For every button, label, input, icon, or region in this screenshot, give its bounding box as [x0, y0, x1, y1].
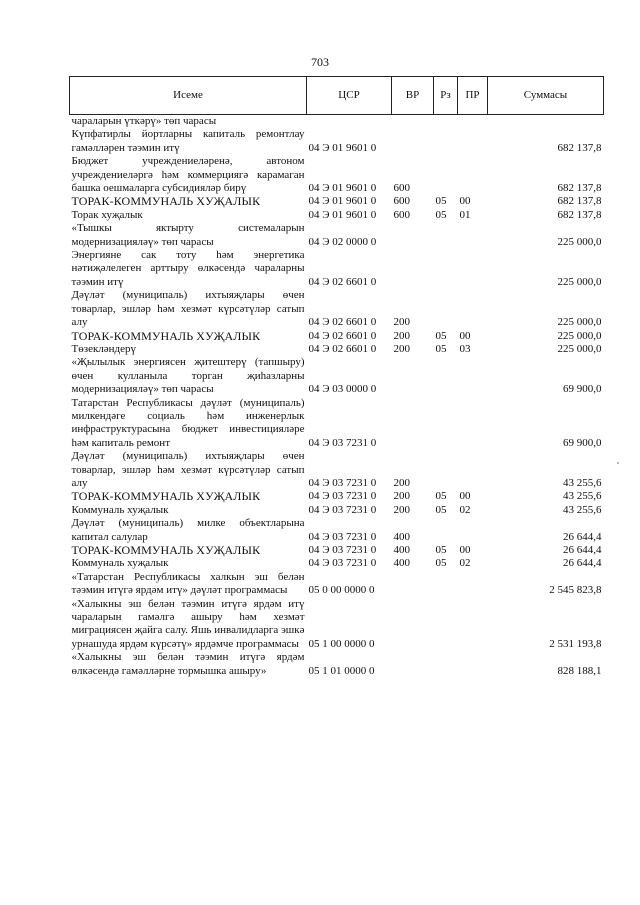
cell-rz: 05 — [435, 557, 447, 570]
cell-pr — [458, 517, 488, 544]
cell-pr: 00 — [459, 195, 471, 208]
table-row — [70, 651, 604, 678]
table-row — [70, 289, 604, 329]
cell-vr: 200 — [393, 490, 410, 503]
cell-sum: 26 644,4 — [563, 544, 602, 556]
cell-pr — [458, 571, 488, 598]
cell-rz: 05 — [435, 490, 447, 503]
cell-rz — [434, 249, 458, 289]
cell-csr: 04 Э 03 7231 0 — [308, 436, 377, 449]
cell-rz — [434, 517, 458, 544]
cell-name: «Җылылык энергиясен җитештерү (тапшыру) өчен кулланыла торган җиһазларны модернизацияләү» төп чарасы — [71, 356, 305, 396]
cell-sum: 225 000,0 — [557, 275, 602, 288]
cell-csr: 04 Э 01 9601 0 — [308, 182, 377, 195]
cell-sum: 43 255,6 — [563, 503, 602, 516]
cell-rz: 05 — [435, 208, 447, 221]
cell-vr: 400 — [393, 530, 410, 543]
table-row — [70, 222, 604, 249]
cell-name: «Халыкны эш белән тәэмин итүгә ярдәм өлкәсендә гамәлләрне тормышка ашыру» — [71, 651, 305, 677]
table-row — [70, 557, 604, 570]
cell-sum: 225 000,0 — [557, 316, 602, 329]
cell-pr — [458, 598, 488, 652]
cell-sum: 2 531 193,8 — [549, 637, 602, 650]
table-row — [70, 343, 604, 356]
cell-name: Коммуналь хуҗалык — [71, 557, 169, 570]
cell-sum: 682 137,8 — [557, 208, 602, 221]
cell-csr: 04 Э 03 0000 0 — [308, 383, 377, 396]
cell-vr — [392, 128, 434, 155]
cell-csr: 04 Э 03 7231 0 — [308, 476, 377, 489]
cell-name: Төзекләндерү — [71, 342, 137, 355]
cell-pr: 00 — [459, 329, 471, 342]
table-row — [70, 517, 604, 544]
table-row — [70, 115, 604, 129]
cell-csr: 04 Э 03 7231 0 — [308, 503, 377, 516]
cell-rz — [434, 128, 458, 155]
column-header-csr: ЦСР — [307, 77, 392, 115]
table-row — [70, 195, 604, 208]
cell-csr: 05 0 00 0000 0 — [308, 584, 375, 597]
cell-name: Торак хуҗалык — [71, 208, 143, 221]
cell-name: ТОРАК-КОММУНАЛЬ ХУҖАЛЫК — [71, 328, 261, 343]
cell-rz — [434, 115, 458, 129]
cell-pr — [458, 450, 488, 490]
cell-pr — [458, 115, 488, 129]
column-header-sum: Суммасы — [488, 77, 604, 115]
cell-rz: 05 — [435, 195, 447, 208]
cell-csr: 04 Э 02 6601 0 — [308, 342, 377, 355]
cell-sum: 2 545 823,8 — [549, 584, 602, 597]
cell-pr: 00 — [459, 490, 471, 503]
cell-sum: 225 000,0 — [557, 235, 602, 248]
cell-sum: 682 137,8 — [557, 195, 602, 208]
cell-pr: 02 — [459, 557, 471, 570]
table-row — [70, 397, 604, 451]
cell-vr — [392, 651, 434, 678]
cell-csr: 04 Э 03 7231 0 — [308, 490, 377, 503]
cell-pr: 03 — [459, 342, 471, 355]
table-row — [70, 504, 604, 517]
table-row — [70, 128, 604, 155]
table-row — [70, 490, 604, 503]
scan-speck — [617, 462, 619, 464]
table-body — [70, 115, 604, 679]
cell-sum: 225 000,0 — [557, 329, 602, 342]
cell-vr — [392, 249, 434, 289]
cell-csr: 04 Э 02 6601 0 — [308, 275, 377, 288]
table-header-row — [70, 77, 604, 115]
cell-vr — [392, 598, 434, 652]
cell-vr: 400 — [393, 557, 410, 570]
cell-rz — [434, 155, 458, 195]
cell-sum: 43 255,6 — [563, 476, 602, 489]
cell-vr — [392, 571, 434, 598]
cell-rz — [434, 222, 458, 249]
cell-csr: 04 Э 02 6601 0 — [308, 329, 377, 342]
cell-rz — [434, 450, 458, 490]
cell-pr: 01 — [459, 208, 471, 221]
cell-rz — [434, 397, 458, 451]
cell-name: ТОРАК-КОММУНАЛЬ ХУҖАЛЫК — [71, 489, 261, 504]
cell-sum: 828 188,1 — [557, 664, 602, 677]
cell-sum: 225 000,0 — [557, 342, 602, 355]
cell-sum: 26 644,4 — [563, 530, 602, 543]
cell-pr: 02 — [459, 503, 471, 516]
column-header-pr: ПР — [458, 77, 488, 115]
cell-name: Татарстан Республикасы дәүләт (муниципаль) милкендәге социаль һәм инженерлык инфраструктурасына бюджет инвестицияләре һәм капиталь ремонт — [71, 396, 305, 449]
cell-csr: 04 Э 01 9601 0 — [308, 141, 377, 154]
cell-rz: 05 — [435, 342, 447, 355]
cell-sum: 69 900,0 — [563, 436, 602, 449]
cell-vr: 200 — [393, 316, 410, 329]
cell-name: Күпфатирлы йортларны капиталь ремонтлау гамәлләрен тәэмин итү — [71, 128, 305, 154]
cell-vr — [392, 356, 434, 396]
column-header-rz: Рз — [434, 77, 458, 115]
cell-csr: 04 Э 03 7231 0 — [308, 557, 377, 570]
column-header-vr: ВР — [392, 77, 434, 115]
cell-sum: 69 900,0 — [563, 383, 602, 396]
cell-name: «Тышкы яктырту системаларын модернизацияләү» төп чарасы — [71, 222, 305, 248]
table-row — [70, 249, 604, 289]
cell-pr — [458, 249, 488, 289]
cell-name: чараларын үткәрү» төп чарасы — [71, 115, 217, 127]
page-number: 703 — [311, 55, 329, 69]
cell-pr — [458, 356, 488, 396]
cell-csr — [307, 115, 392, 129]
cell-name: Дәүләт (муниципаль) ихтыяҗлары өчен товарлар, эшләр һәм хезмәт күрсәтүләр сатып алу — [71, 450, 305, 489]
cell-name: Дәүләт (муниципаль) ихтыяҗлары өчен товарлар, эшләр һәм хезмәт күрсәтүләр сатып алу — [71, 289, 305, 329]
budget-table — [69, 76, 604, 678]
cell-name: ТОРАК-КОММУНАЛЬ ХУҖАЛЫК — [71, 543, 261, 557]
cell-vr: 600 — [393, 195, 410, 208]
cell-vr: 200 — [393, 503, 410, 516]
cell-pr — [458, 155, 488, 195]
cell-rz: 05 — [435, 544, 447, 556]
cell-rz — [434, 289, 458, 329]
cell-vr — [392, 397, 434, 451]
cell-pr — [458, 651, 488, 678]
cell-csr: 05 1 01 0000 0 — [308, 664, 375, 677]
table-row — [70, 450, 604, 490]
cell-vr: 200 — [393, 329, 410, 342]
cell-vr: 600 — [393, 208, 410, 221]
cell-sum: 43 255,6 — [563, 490, 602, 503]
cell-vr — [392, 115, 434, 129]
table-row — [70, 571, 604, 598]
cell-csr: 04 Э 02 0000 0 — [308, 235, 377, 248]
cell-sum: 26 644,4 — [563, 557, 602, 570]
cell-vr: 200 — [393, 342, 410, 355]
cell-name: «Татарстан Республикасы халкын эш белән тәэмин итүгә ярдәм итү» дәүләт программасы — [71, 570, 305, 597]
cell-name: Энергияне сак тоту һәм энергетика нәтиҗәлелеген арттыру өлкәсендә чараларны тәэмин итү — [71, 249, 305, 288]
cell-sum: 682 137,8 — [557, 141, 602, 154]
cell-csr: 04 Э 03 7231 0 — [308, 530, 377, 543]
table-row — [70, 598, 604, 652]
cell-rz — [434, 571, 458, 598]
cell-sum — [488, 115, 604, 129]
table-row — [70, 209, 604, 222]
cell-csr: 05 1 00 0000 0 — [308, 637, 375, 650]
cell-vr — [392, 222, 434, 249]
cell-vr: 600 — [393, 182, 410, 195]
cell-csr: 04 Э 01 9601 0 — [308, 208, 377, 221]
cell-pr — [458, 397, 488, 451]
cell-csr: 04 Э 01 9601 0 — [308, 195, 377, 208]
table-row — [70, 544, 604, 557]
cell-pr — [458, 222, 488, 249]
cell-csr: 04 Э 03 7231 0 — [308, 544, 377, 556]
cell-sum: 682 137,8 — [557, 182, 602, 195]
cell-name: Дәүләт (муниципаль) милке объектларына капитал салулар — [71, 517, 305, 543]
cell-rz — [434, 598, 458, 652]
cell-name: ТОРАК-КОММУНАЛЬ ХУҖАЛЫК — [71, 194, 261, 209]
table-row — [70, 356, 604, 396]
cell-rz: 05 — [435, 503, 447, 516]
cell-name: Коммуналь хуҗалык — [71, 503, 169, 516]
column-header-name: Исеме — [70, 77, 307, 115]
cell-name: «Халыкны эш белән тәэмин итүгә ярдәм итү чараларын гамәлгә ашыру һәм хезмәт миграциясен җайга салу. Яшь инвалидларга эшкә урнашуда ярдәм күрсәтү» ярдәмче программасы — [71, 597, 305, 650]
table-row — [70, 155, 604, 195]
table-row — [70, 330, 604, 343]
cell-vr: 400 — [393, 544, 410, 556]
cell-csr: 04 Э 02 6601 0 — [308, 316, 377, 329]
cell-vr: 200 — [393, 476, 410, 489]
cell-pr — [458, 128, 488, 155]
cell-rz — [434, 356, 458, 396]
cell-pr: 00 — [459, 544, 471, 556]
cell-pr — [458, 289, 488, 329]
cell-rz — [434, 651, 458, 678]
cell-name: Бюджет учреждениеләренә, автоном учреждениеләргә һәм коммерциягә карамаган башка оешмаларга субсидияләр бирү — [71, 155, 305, 195]
cell-rz: 05 — [435, 329, 447, 342]
